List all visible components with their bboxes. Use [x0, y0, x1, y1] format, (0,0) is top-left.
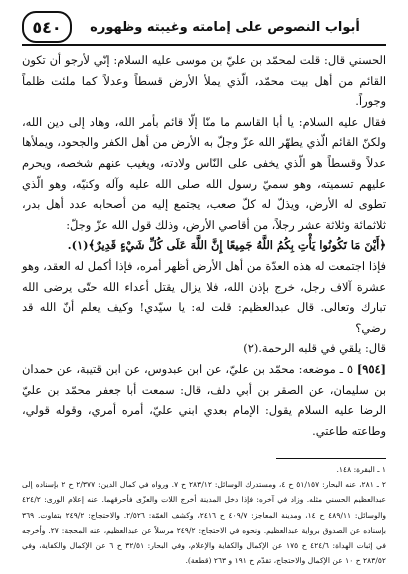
main-text: [22, 50, 386, 441]
page-number: ٥٤٠: [22, 11, 72, 43]
paragraph-5: [22, 359, 386, 441]
footnotes: [22, 462, 386, 568]
paragraph-3: فإذا اجتمعت له هذه العدّة من أهل الأرض أظهر أمره، فإذا أكمل له العقد، وهو عشرة آلاف رجل، خرج بإذن الله، فلا يزال يقتل أعداء الله حتّى يرضى الله تبارك وتعالى. قال عبدالعظيم: قلت له: يا سيّدي! وكيف يعلم أنّ الله قد رضي؟: [22, 258, 386, 335]
paragraph-4: قال: يلقي في قلبه الرحمة.(٢): [243, 341, 386, 356]
footnote-2: ٢ ـ ٢٨١، عنه البحار: ٥١/١٥٧ ح ٤، ومستدرك الوسائل: ٢٨٣/١٢ ح ٧. ورواه في كمال الدين: ٢/٣٧٧ ح ٢ بإسناده إلى عبدالعظيم الحسني مثله. وزاد في آخره: فإذا دخل المدينة أخرج اللات والعزّى فأحرقهما. عنه إعلام الورى: ٤٢٤/٢ والوسائل: ٤٨٩/١١ ح ١٤، ومدينة المعاجز: ٤٠٩/٧ ح ٢٤١٦، وكشف الغمّة: ٢/٥٢٦. والاحتجاج: ٢٤٩/٢ بتفاوت. ٣٦٩ بإسناده عن الصدوق برواية عبدالعظيم. ونحوه في الاحتجاج: ٢٤٩/٢ مرسلاً عن عبدالعظيم، عنه المحجة: ٢٧. وأخرجه في إثبات الهداة: ٤٢٤/٦ ح ١٧٥ عن الإكمال والكفاية والإعلام، وفي البحار: ٣٢/٥١ ح ٦ عن الإكمال والكفاية، وفي ٢٨٣/٥٢ ح ١٠ عن الإكمال والاحتجاج، تقدّم ح ١٩١ و ٢٦٣ (قطعة).: [22, 480, 387, 566]
page-header: [22, 10, 386, 44]
paragraph-1: الحسني قال: قلت لمحمّد بن عليّ بن موسى عليه السلام: إنّي لأرجو أن تكون القائم من أهل بيت محمّد، الّذي يملأ الأرض قسطاً وعدلاً كما ملئت ظلماً وجوراً.: [22, 53, 386, 109]
running-title: أبواب النصوص على إمامته وغيبته وظهوره: [90, 19, 360, 35]
quran-verse: ﴿أَيْنَ مَا تَكُونُوا يَأْتِ بِكُمُ اللَّهُ جَمِيعًا إِنَّ اللَّهَ عَلَى كُلِّ شَيْءٍ قَدِيرٌ﴾(١).: [67, 238, 386, 253]
hadith-number: [٩٥٤]: [356, 361, 386, 376]
paragraph-5-text: ٥ ـ موضعه: محمّد بن عليّ، عن ابن عبدوس، عن ابن قتيبة، عن حمدان بن سليمان، عن الصقر بن أبي دلف، قال: سمعت أبا جعفر محمّد بن عليّ الرضا عليه السلام يقول: الإمام بعدي ابني عليّ، أمره أمري، وقوله قولي، وطاعته طاعتي.: [22, 361, 386, 438]
header-divider: [22, 44, 386, 46]
footnote-1: ١ ـ البقرة: ١٤٨.: [336, 465, 386, 474]
footnote-divider: [276, 458, 386, 459]
paragraph-2: فقال عليه السلام: يا أبا القاسم ما منّا إلّا قائم بأمر الله، وهاد إلى دين الله، ولكنّ القائم الّذي يطهّر الله عزّ وجلّ به الأرض من أهل الكفر والجحود، ويملأها عدلاً وقسطاً هو الّذي يخفى على النّاس ولادته، ويغيب عنهم شخصه، ويحرم عليهم تسميته، وهو سميّ رسول الله صلى الله عليه وآله وكنيّه، وهو الّذي تطوى له الأرض، ويذلّ له كلّ صعب، يجتمع إليه من أصحابه عدد أهل بدر، ثلاثمائة وثلاثة عشر رجلاً، من أقاصي الأرض، وذلك قول الله عزّ وجلّ:: [22, 114, 386, 232]
